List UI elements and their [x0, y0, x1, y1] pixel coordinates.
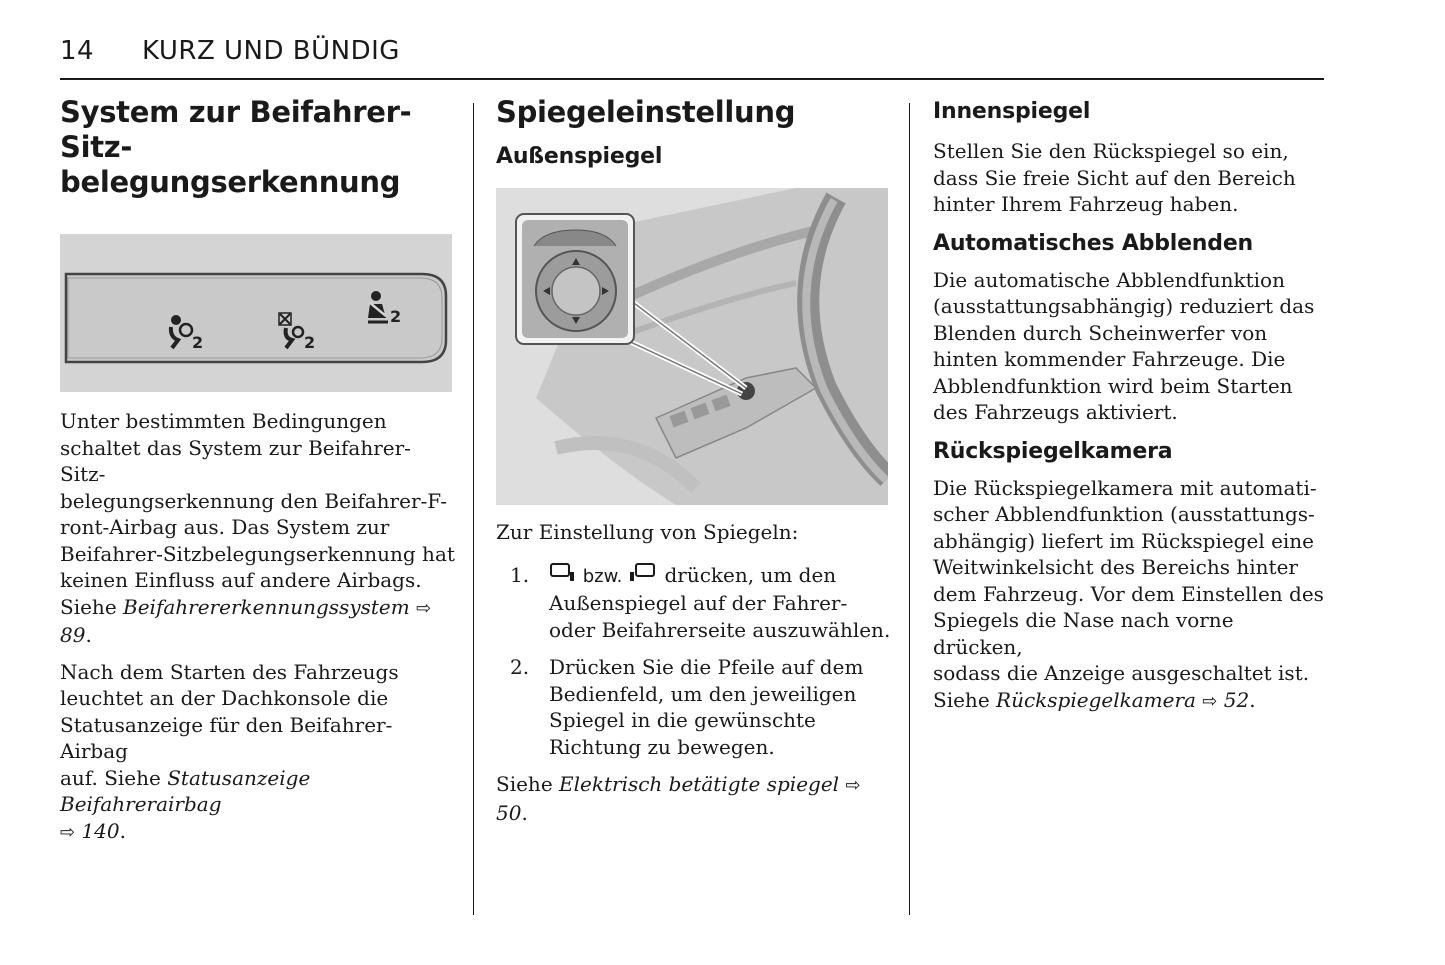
left-mirror-icon — [549, 562, 577, 591]
column-inside-mirror — [933, 95, 1328, 715]
mirror-reference: Siehe Elektrisch betätigte spiegel ⇨ 50. — [496, 772, 861, 825]
page-header — [60, 34, 1324, 80]
xref-arrow-icon: ⇨ — [60, 821, 76, 843]
xref-link[interactable]: ⇨ 140 — [60, 818, 120, 843]
passenger-sensing-heading: System zur Beifahrer-Sitz- belegungserkennung — [60, 95, 412, 199]
column-divider-1 — [473, 103, 474, 915]
right-mirror-icon — [628, 562, 658, 591]
svg-text:2: 2 — [304, 333, 316, 352]
xref-link[interactable]: Rückspiegelkamera ⇨ 52 — [996, 687, 1250, 712]
rear-camera-mirror-text: Die Rückspiegelkamera mit automati- scher Abblendfunktion (ausstattungs- abhängig) liefert im Rückspiegel eine Weitwinkelsicht des Bereichs hinter dem Fahrzeug. Vor dem Einstellen des Spiegels die Nase nach vorne drücken, sodass die Anzeige ausgeschaltet ist. Siehe Rückspiegelkamera ⇨ 52. — [933, 475, 1324, 712]
mirror-intro-text: Zur Einstellung von Spiegeln: — [496, 520, 799, 544]
section-title: KURZ UND BÜNDIG — [142, 36, 400, 66]
xref-arrow-icon: ⇨ — [416, 597, 432, 619]
passenger-sensing-text-2: Nach dem Starten des Fahrzeugs leuchtet an der Dachkonsole die Statusanzeige für den Beifahrer-Airbag auf. Siehe Statusanzeige Beifahrerairbag ⇨ 140. — [60, 659, 399, 843]
xref-link[interactable]: Beifahrererkennungssystem ⇨ 89 — [60, 594, 432, 647]
inside-mirror-text: Stellen Sie den Rückspiegel so ein, dass Sie freie Sicht auf den Bereich hinter Ihrem Fahrzeug haben. — [933, 139, 1296, 216]
rear-camera-mirror-heading: Rückspiegelkamera — [933, 438, 1173, 464]
airbag-status-figure — [60, 234, 452, 392]
page-number: 14 — [60, 36, 95, 66]
inside-mirror-heading: Innenspiegel — [933, 99, 1091, 124]
xref-link[interactable]: Elektrisch betätigte spiegel ⇨ 50 — [496, 772, 861, 825]
mirror-adjustment-heading: Spiegeleinstellung — [496, 95, 796, 129]
xref-arrow-icon: ⇨ — [845, 775, 861, 796]
mirror-control-figure — [496, 188, 888, 505]
xref-link[interactable]: Statusanzeige Beifahrerairbag — [60, 765, 311, 816]
svg-text:2: 2 — [390, 307, 402, 326]
xref-arrow-icon: ⇨ — [1202, 690, 1218, 712]
step-2: 2. Drücken Sie die Pfeile auf dem Bedienfeld, um den jeweiligen Spiegel in die gewünschte Richtung zu bewegen. — [510, 655, 864, 759]
svg-text:2: 2 — [192, 333, 204, 352]
outside-mirror-subheading: Außenspiegel — [496, 144, 663, 169]
auto-dimming-text: Die automatische Abblendfunktion (ausstattungsabhängig) reduziert das Blenden durch Scheinwerfer von hinten kommender Fahrzeuge. Die Abblendfunktion wird beim Starten des Fahrzeugs aktiviert. — [933, 267, 1315, 424]
column-divider-2 — [909, 103, 910, 915]
column-passenger-sensing — [60, 95, 455, 846]
column-mirror-adjustment — [496, 95, 891, 826]
passenger-sensing-text-1: Unter bestimmten Bedingungen schaltet das System zur Beifahrer-Sitz- belegungserkennung den Beifahrer-F- ront-Airbag aus. Das System zur Beifahrer-Sitzbelegungserkennung hat keinen Einfluss auf andere Airbags. Siehe Beifahrererkennungssystem ⇨ 89. — [60, 409, 455, 647]
auto-dimming-heading: Automatisches Abblenden — [933, 230, 1253, 256]
step-1: 1. bzw. drücken, um den Außenspiegel auf der Fahrer- oder Beifahrerseite auszuwählen. — [510, 562, 891, 642]
